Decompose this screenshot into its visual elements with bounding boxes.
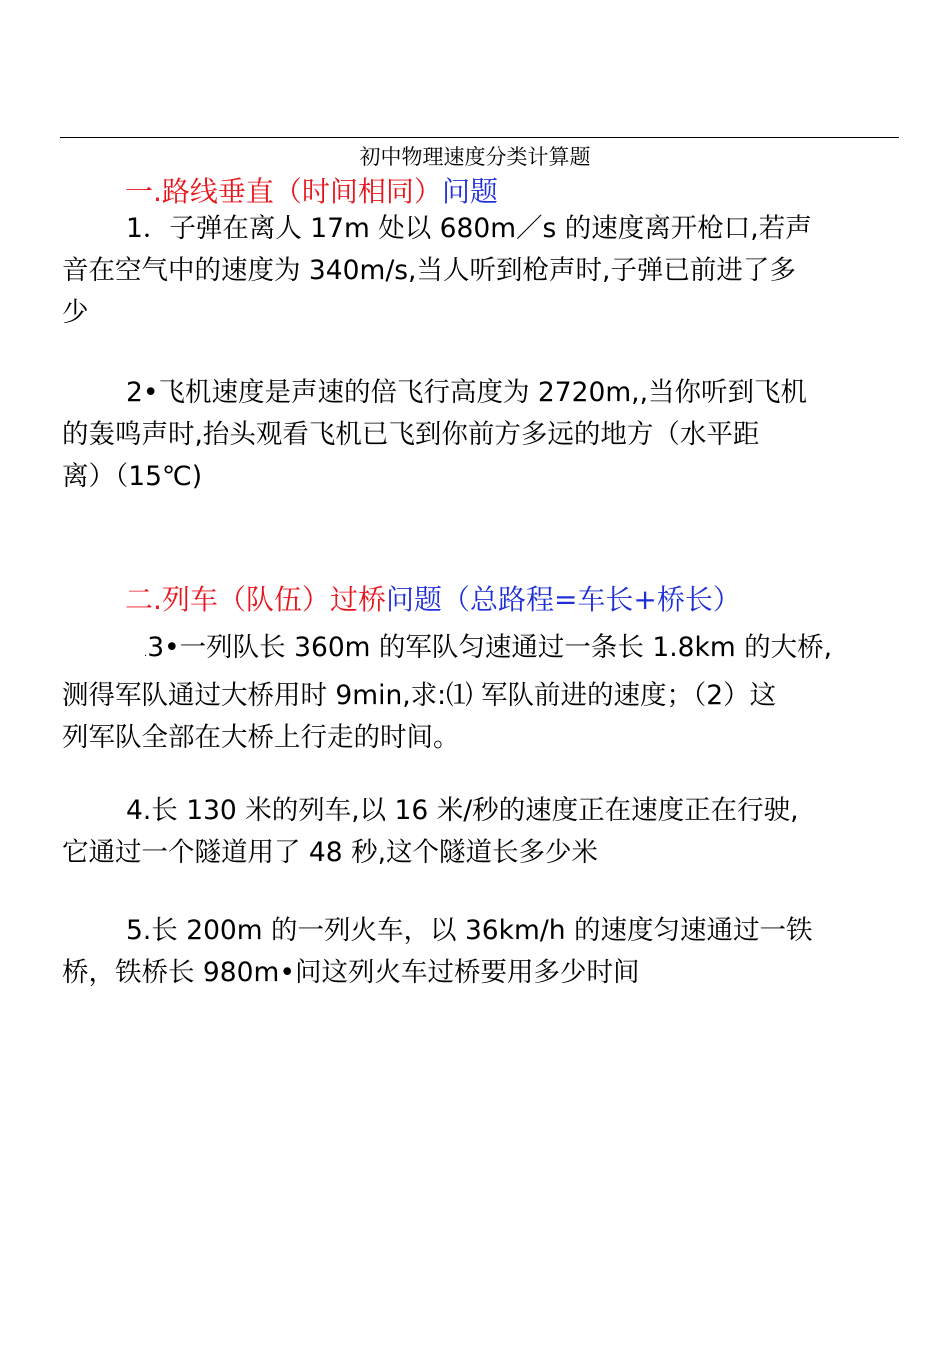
document-title: 初中物理速度分类计算题 bbox=[359, 145, 591, 169]
question-5-line-1: 5.长 200m 的一列火车，以 36km/h 的速度匀速通过一铁 bbox=[126, 915, 813, 946]
section-1-number: 一. bbox=[125, 175, 162, 208]
question-3-line-1 bbox=[62, 627, 902, 675]
question-3-line-2: 测得军队通过大桥用时 9min,求:⑴ 军队前进的速度；（2）这 bbox=[62, 680, 777, 711]
question-5 bbox=[62, 910, 902, 994]
question-3-line-3: 列军队全部在大桥上行走的时间。 bbox=[62, 722, 460, 753]
question-2 bbox=[62, 372, 902, 498]
section-2-word-bridge: 过桥 bbox=[329, 583, 386, 616]
question-4-line-2: 它通过一个隧道用了 48 秒,这个隧道长多少米 bbox=[62, 837, 598, 868]
question-1-line-3: 少 bbox=[62, 297, 89, 328]
question-3-lead-dot: . bbox=[144, 648, 148, 659]
question-3-line-1-text: 3•一列队长 360m 的军队匀速通过一条长 1.8km 的大桥, bbox=[147, 632, 832, 663]
question-5-line-2: 桥，铁桥长 980m•问这列火车过桥要用多少时间 bbox=[62, 957, 640, 988]
section-2-word-train: 列车 bbox=[161, 583, 218, 616]
section-2-heading bbox=[125, 578, 741, 618]
section-2-formula: （总路程=车长+桥长） bbox=[441, 583, 741, 616]
header-rule bbox=[60, 137, 899, 138]
section-2-paren: （队伍） bbox=[217, 583, 330, 616]
question-1 bbox=[62, 208, 902, 334]
section-1-heading bbox=[125, 170, 498, 210]
section-1-title: 路线垂直 bbox=[161, 175, 274, 208]
question-2-line-2: 的轰鸣声时,抬头观看飞机已飞到你前方多远的地方（水平距 bbox=[62, 419, 760, 450]
question-1-line-2: 音在空气中的速度为 340m/s,当人听到枪声时,子弹已前进了多 bbox=[62, 255, 796, 286]
question-2-line-3: 离）（15℃) bbox=[62, 461, 203, 492]
question-2-line-1: 2•飞机速度是声速的倍飞行高度为 2720m,,当你听到飞机 bbox=[126, 377, 808, 408]
question-4-line-1: 4.长 130 米的列车,以 16 米/秒的速度正在速度正在行驶, bbox=[126, 795, 799, 826]
question-4 bbox=[62, 790, 902, 874]
section-1-suffix: 问题 bbox=[441, 175, 498, 208]
question-3 bbox=[62, 627, 902, 759]
question-1-line-1: 1．子弹在离人 17m 处以 680m／s 的速度离开枪口,若声 bbox=[126, 213, 812, 244]
section-2-word-problem: 问题 bbox=[385, 583, 442, 616]
section-2-number: 二. bbox=[125, 583, 162, 616]
section-1-paren: （时间相同） bbox=[273, 175, 442, 208]
